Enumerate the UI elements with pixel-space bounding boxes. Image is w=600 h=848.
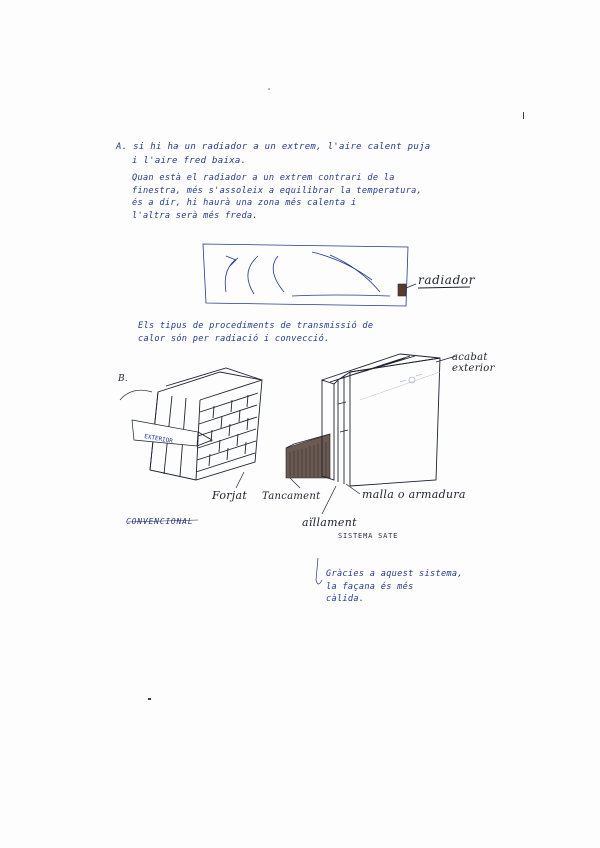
paragraph-line: és a dir, hi haurà una zona més calenta i bbox=[132, 198, 357, 208]
note-line: la façana és més bbox=[326, 581, 414, 592]
label-sistema-sate: SISTEMA SATE bbox=[338, 532, 399, 540]
convection-arrow bbox=[226, 256, 236, 266]
section-b-marker: B. bbox=[118, 374, 129, 384]
radiator-icon bbox=[398, 284, 470, 296]
section-a-marker: A. bbox=[116, 142, 128, 152]
conclusion-line: Els tipus de procediments de transmissió de bbox=[138, 321, 374, 331]
label-malla: malla o armadura bbox=[362, 488, 466, 501]
note-line: Gràcies a aquest sistema, bbox=[326, 569, 463, 579]
convection-arrow bbox=[273, 256, 284, 292]
label-aillament: aïllament bbox=[302, 516, 357, 529]
convection-arrow bbox=[248, 256, 258, 294]
label-convencional: CONVENCIONAL bbox=[126, 517, 194, 526]
section-a-line-2: i l'aire fred baixa. bbox=[132, 156, 247, 166]
sate-system-sketch bbox=[286, 354, 440, 486]
section-a-line-1: si hi ha un radiador a un extrem, l'aire calent puja bbox=[133, 142, 431, 152]
room-convection-sketch bbox=[203, 244, 408, 306]
brick-exterior-label: EXTERIOR bbox=[143, 433, 174, 445]
paragraph-line: finestra, més s'assoleix a equilibrar la temperatura, bbox=[132, 185, 423, 196]
radiator-label: radiador bbox=[418, 273, 476, 287]
paragraph-line: l'altra serà més freda. bbox=[132, 210, 258, 221]
label-forjat: Forjat bbox=[212, 489, 248, 502]
convection-arrow bbox=[312, 252, 372, 280]
forjat-slab bbox=[286, 434, 330, 478]
conclusion-line: calor són per radiació i convecció. bbox=[138, 333, 330, 344]
room-outline bbox=[203, 244, 408, 306]
note-line: càlida. bbox=[326, 594, 365, 604]
brick-wall-sketch bbox=[120, 368, 262, 480]
convection-arrow bbox=[292, 295, 390, 296]
paragraph-line: Quan està el radiador a un extrem contrari de la bbox=[132, 173, 395, 183]
convection-arrow bbox=[225, 258, 238, 292]
label-tancament: Tancament bbox=[262, 491, 321, 502]
label-acabat: acabat exterior bbox=[452, 352, 495, 374]
